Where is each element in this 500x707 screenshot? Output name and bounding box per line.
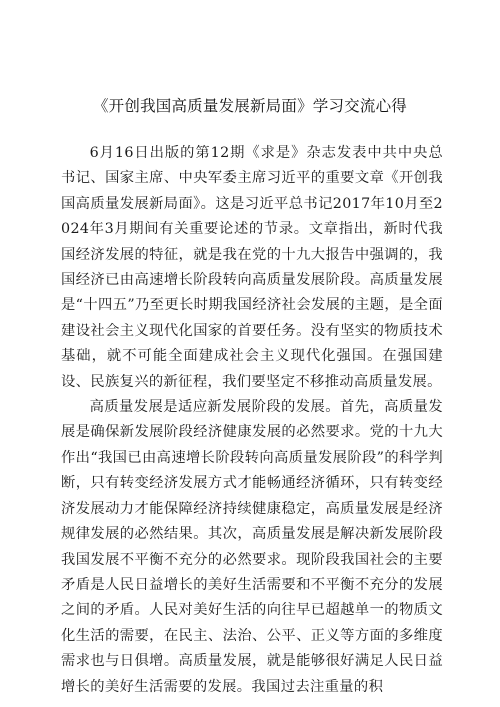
document-title: 《开创我国高质量发展新局面》学习交流心得 [92, 97, 407, 115]
paragraph: 高质量发展是适应新发展阶段的发展。首先，高质量发展是确保新发展阶段经济健康发展的必然要求。党的十九大作出“我国已由高速增长阶段转向高质量发展阶段”的科学判断，只有转变经济发展方式才能畅通经济循环，只有转变经济发展动力才能保障经济持续健康稳定，高质量发展是经济规律发展的必然结果。其次，高质量发展是解决新发展阶段我国发展不平衡不充分的必然要求。现阶段我国社会的主要矛盾是人民日益增长的美好生活需要和不平衡不充分的发展之间的矛盾。人民对美好生活的向往早已超越单一的物质文化生活的需要，在民主、法治、公平、正义等方面的多维度需求也与日俱增。高质量发展，就是能够很好满足人民日益增长的美好生活需要的发展。我国过去注重量的积 [61, 399, 443, 695]
paragraph: 6月16日出版的第12期《求是》杂志发表中共中央总书记、国家主席、中央军委主席习近平的重要文章《开创我国高质量发展新局面》。这是习近平总书记2017年10月至2024年3月期间有关重要论述的节录。文章指出，新时代我国经济发展的特征，就是我在党的十九大报告中强调的，我国经济已由高速增长阶段转向高质量发展阶段。高质量发展是“十四五”乃至更长时期我国经济社会发展的主题，是全面建设社会主义现代化国家的首要任务。没有坚实的物质技术基础，就不可能全面建成社会主义现代化强国。在强国建设、民族复兴的新征程，我们要坚定不移推动高质量发展。 [61, 145, 443, 390]
document-body [61, 141, 443, 700]
